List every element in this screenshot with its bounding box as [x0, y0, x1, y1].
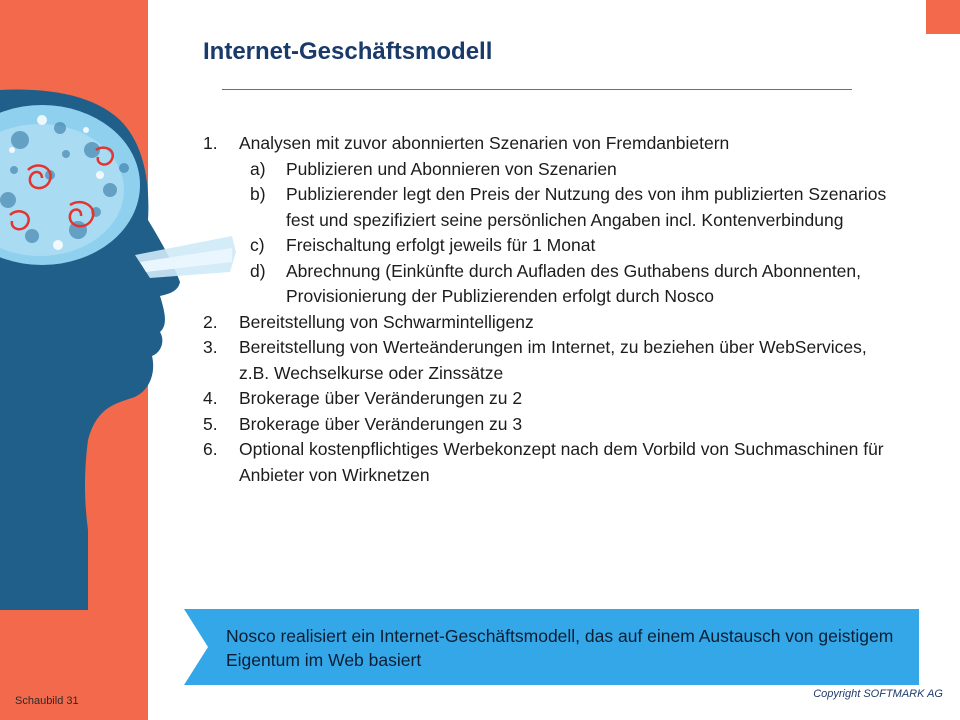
slide-title: Internet-Geschäftsmodell — [203, 38, 493, 65]
list-number: 6. — [203, 439, 218, 459]
list-text: Analysen mit zuvor abonnierten Szenarien von Fremdanbietern — [239, 133, 730, 153]
list-item — [203, 310, 893, 336]
title-divider — [222, 89, 852, 90]
list-item — [203, 131, 893, 157]
list-text: Optional kostenpflichtiges Werbekonzept nach dem Vorbild von Suchmaschinen für Anbieter von Wirknetzen — [239, 439, 884, 485]
list-text: Brokerage über Veränderungen zu 2 — [239, 388, 523, 408]
sub-list-text: Publizierender legt den Preis der Nutzung des von ihm publizierten Szenarios fest und spezifiziert seine persönlichen Angaben incl. Kontenverbindung — [286, 184, 887, 230]
sub-list-letter: a) — [250, 158, 266, 179]
list-text: Brokerage über Veränderungen zu 3 — [239, 413, 523, 434]
list-number: 2. — [203, 311, 218, 332]
sub-list-text: Publizieren und Abonnieren von Szenarien — [286, 158, 617, 179]
sub-list-letter: c) — [250, 235, 265, 255]
list-number: 1. — [203, 133, 218, 153]
sub-list-item — [203, 182, 893, 233]
list-number: 4. — [203, 388, 218, 408]
sub-list-text: Freischaltung erfolgt jeweils für 1 Monat — [286, 235, 596, 255]
corner-accent-square — [926, 0, 960, 34]
callout-chevron-icon — [184, 609, 214, 685]
sub-list-item — [203, 157, 893, 183]
sub-list-item — [203, 259, 893, 310]
callout-text: Nosco realisiert ein Internet-Geschäftsmodell, das auf einem Austausch von geistigem Eigentum im Web basiert — [226, 626, 894, 670]
list-item — [203, 437, 893, 488]
list-number: 5. — [203, 413, 218, 434]
slide-number: Schaubild 31 — [15, 695, 79, 707]
list-item — [203, 335, 893, 386]
sub-list-text: Abrechnung (Einkünfte durch Aufladen des Guthabens durch Abonnenten, Provisionierung der Publizierenden erfolgt durch Nosco — [286, 260, 862, 306]
list-text: Bereitstellung von Werteänderungen im Internet, zu beziehen über WebServices, z.B. Wechselkurse oder Zinssätze — [239, 337, 867, 383]
list-item — [203, 386, 893, 412]
sub-list-letter: b) — [250, 184, 266, 204]
list-number: 3. — [203, 337, 218, 357]
bullet-list — [203, 131, 893, 488]
sub-list-item — [203, 233, 893, 259]
copyright-notice: Copyright SOFTMARK AG — [813, 688, 943, 700]
list-item — [203, 412, 893, 438]
sub-list-letter: d) — [250, 260, 266, 281]
list-text: Bereitstellung von Schwarmintelligenz — [239, 311, 534, 332]
